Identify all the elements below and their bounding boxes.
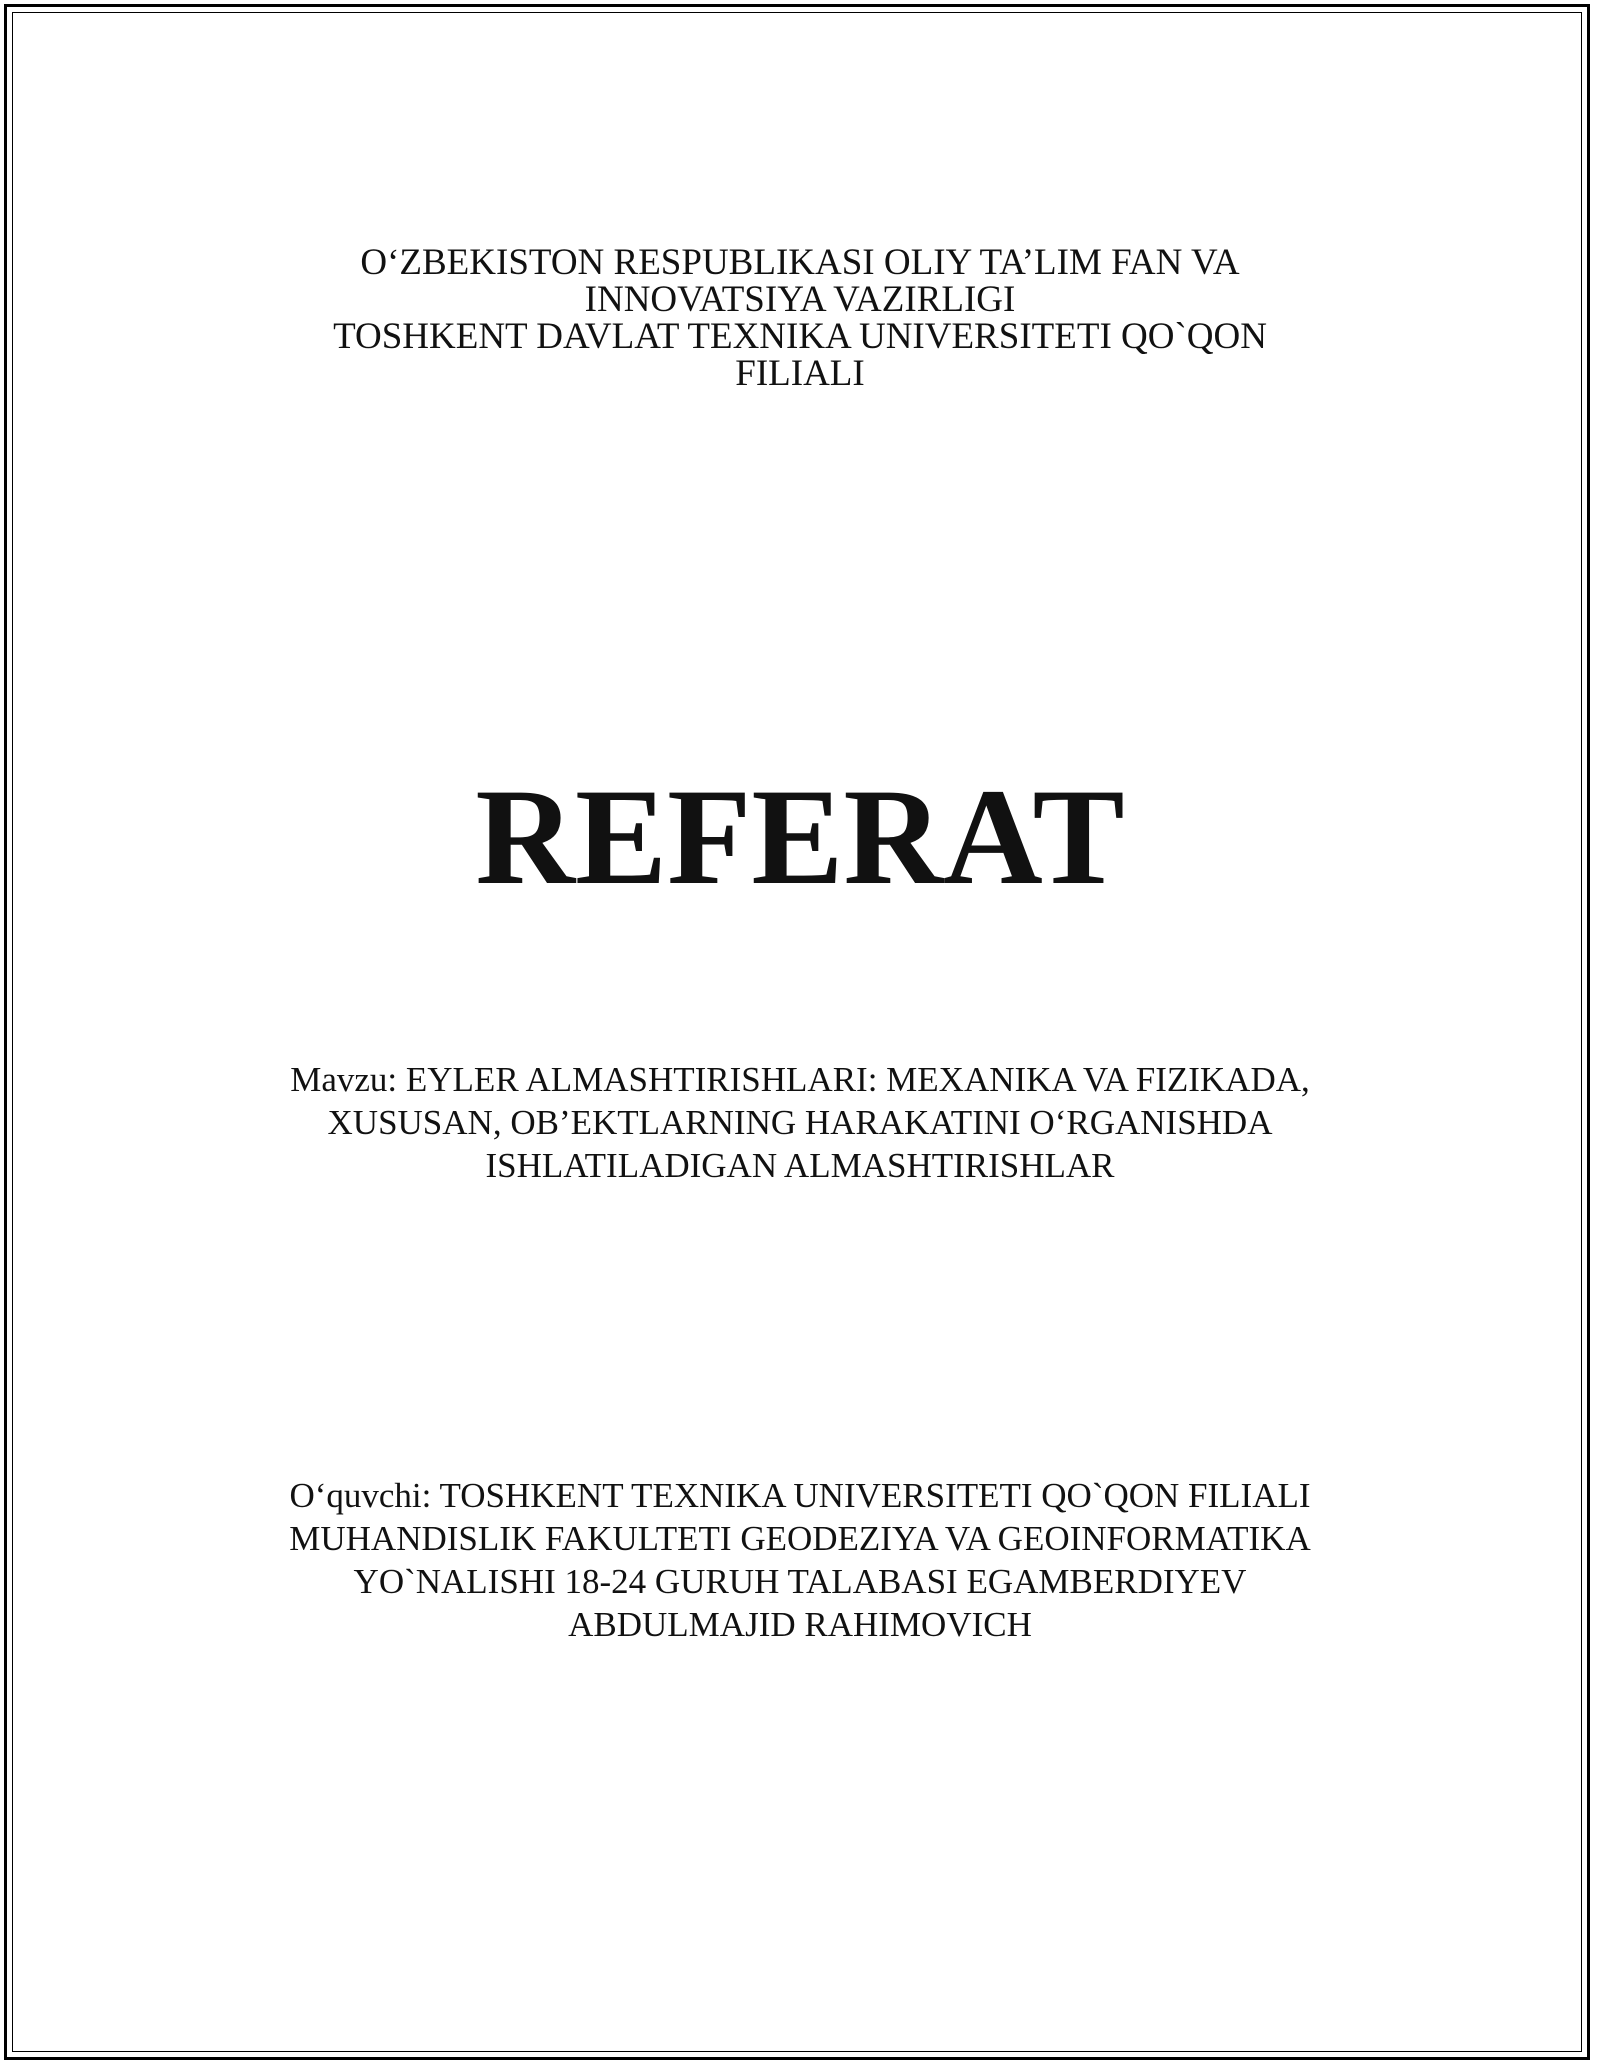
student-line: MUHANDISLIK FAKULTETI GEODEZIYA VA GEOINFORMATIKA [289,1519,1311,1558]
header-line: O‘ZBEKISTON RESPUBLIKASI OLIY TA’LIM FAN VA [360,242,1240,283]
topic-line: Mavzu: EYLER ALMASHTIRISHLARI: MEXANIKA VA FIZIKADA, [290,1060,1310,1099]
header-line: INNOVATSIYA VAZIRLIGI [584,279,1016,320]
student-line: O‘quvchi: TOSHKENT TEXNIKA UNIVERSITETI QO`QON FILIALI [289,1476,1311,1515]
topic-block [0,1058,1600,1187]
topic-line: ISHLATILADIGAN ALMASHTIRISHLAR [485,1146,1115,1185]
ministry-header [0,244,1600,392]
topic-line: XUSUSAN, OB’EKTLARNING HARAKATINI O‘RGANISHDA [327,1103,1273,1142]
student-line: YO`NALISHI 18-24 GURUH TALABASI EGAMBERDIYEV [353,1562,1247,1601]
header-line: FILIALI [735,353,865,394]
document-title: REFERAT [475,760,1125,913]
student-block [0,1474,1600,1646]
student-line: ABDULMAJID RAHIMOVICH [568,1605,1032,1644]
header-line: TOSHKENT DAVLAT TEXNIKA UNIVERSITETI QO`QON [333,316,1267,357]
